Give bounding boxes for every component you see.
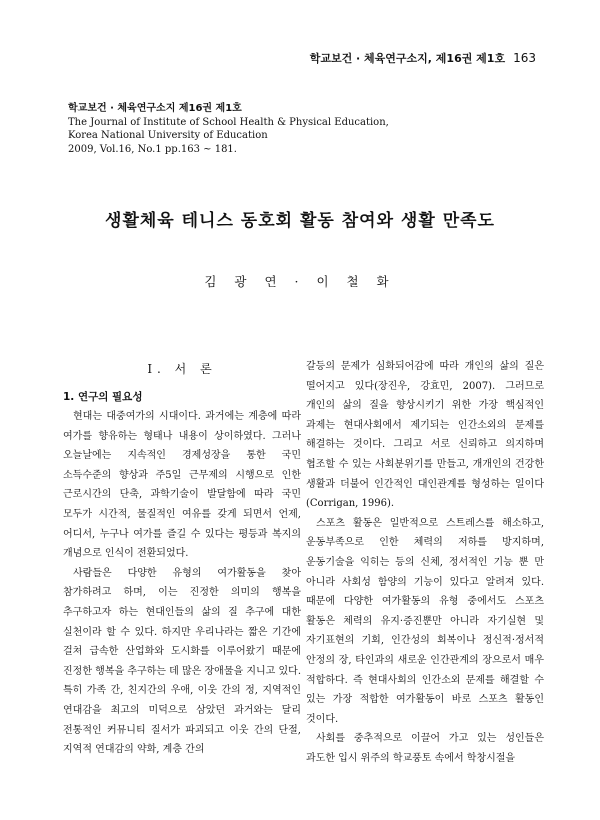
section-heading: Ⅰ. 서 론 [147,362,217,376]
body-paragraph: 사람들은 다양한 유형의 여가활동을 찾아 참가하려고 하며, 이는 진정한 의미의 행복을 추구하고자 하는 현대인들의 삶의 질 추구에 대한 실천이라 할 수 있다. 하지만 우리나라는 짧은 기간에 걸쳐 급속한 산업화와 도시화를 이루어왔기 때문에 진정한 행복을 추구하는 데 많은 장애물을 지니고 있다. 특히 가족 간, 친지간의 우애, 이웃 간의 정, 지역적인 연대감을 최고의 미덕으로 삼았던 과거와는 달리 전통적인 커뮤니티 질서가 파괴되고 이웃 간의 단절, 지역적 연대감의 약화, 계층 간의 [63,567,301,756]
subsection-heading: 1. 연구의 필요성 [63,391,143,403]
body-column-left [63,356,301,760]
body-paragraph: 갈등의 문제가 심화되어감에 따라 개인의 삶의 질은 떨어지고 있다(장진우, 강효민, 2007). 그러므로 개인의 삶의 질을 향상시키기 위한 가장 핵심적인 과제는 현대사회에서 제기되는 인간소외의 문제를 해결하는 것이다. 그리고 서로 신뢰하고 의지하며 협조할 수 있는 사회분위기를 만들고, 개개인의 건강한 생활과 더불어 인간적인 대인관계를 형성하는 일이다(Corrigan, 1996). [306,361,544,510]
body-paragraph: 현대는 대중여가의 시대이다. 과거에는 계층에 따라 여가를 향유하는 형태나 내용이 상이하였다. 그러나 오늘날에는 지속적인 경제성장을 통한 국민 소득수준의 향상과 주5일 근무제의 시행으로 인한 근로시간의 단축, 과학기술이 발달함에 따라 국민 모두가 시간적, 물질적인 여유를 갖게 되면서 언제, 어디서, 누구나 여가를 즐길 수 있다는 평등과 복지의 개념으로 인식이 전환되었다. [63,411,301,560]
running-header-journal: 학교보건 · 체육연구소지, 제16권 제1호 [309,52,506,65]
body-column-right [306,357,544,768]
journal-citation: 2009, Vol.16, No.1 pp.163 ~ 181. [68,143,237,155]
journal-name-korean: 학교보건 · 체육연구소지 제16권 제1호 [68,103,242,114]
body-paragraph: 사회를 중추적으로 이끌어 가고 있는 성인들은 과도한 입시 위주의 학교풍토 속에서 학창시절을 [306,733,544,764]
page-number: 163 [513,51,536,65]
journal-institution: Korea National University of Education [68,130,268,141]
paper-authors: 김 광 연 · 이 철 화 [204,274,396,289]
body-paragraph: 스포츠 활동은 일반적으로 스트레스를 해소하고, 운동부족으로 인한 체력의 저하를 방지하며, 운동기술을 익히는 등의 신체, 정서적인 기능 뿐 만 아니라 사회성 함양의 기능이 있다고 알려져 있다. 때문에 다양한 여가활동의 유형 중에서도 스포츠 활동은 체력의 유지·증진뿐만 아니라 자기실현 및 자기표현의 기회, 인간성의 회복이나 정신적·정서적 안정의 장, 타인과의 새로운 인간관계의 장으로서 매우 적합하다. 즉 현대사회의 인간소외 문제를 해결할 수 있는 가장 적합한 여가활동이 바로 스포츠 활동인 것이다. [306,517,544,725]
running-header [310,50,536,66]
paper-title: 생활체육 테니스 동호회 활동 참여와 생활 만족도 [105,211,495,231]
journal-info [68,102,389,156]
journal-name-english: The Journal of Institute of School Health & Physical Education, [68,116,389,128]
